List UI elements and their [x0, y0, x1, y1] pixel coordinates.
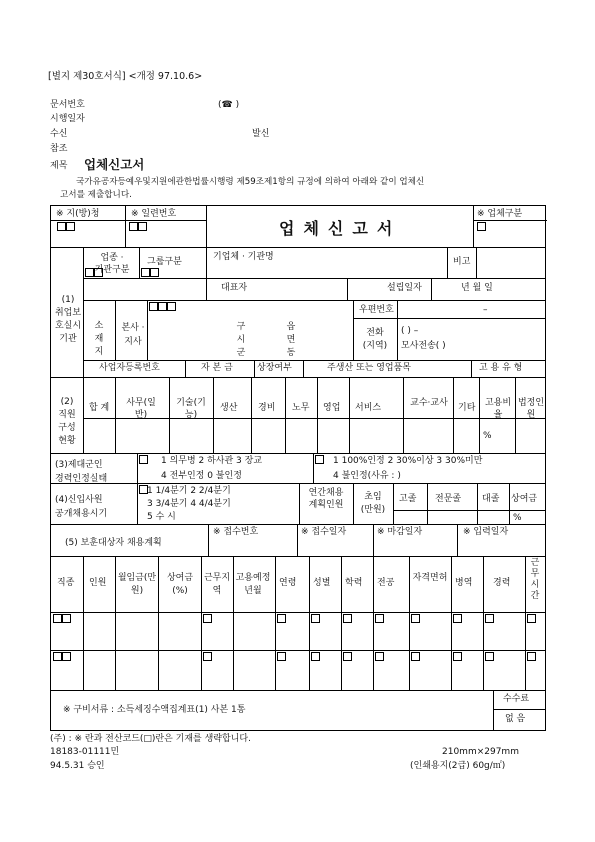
code-box[interactable] [277, 652, 286, 661]
code-box[interactable] [203, 652, 212, 661]
employment-type-label: 고 용 유 형 [479, 363, 523, 373]
recipient-label: 수신 [50, 129, 68, 139]
code-box[interactable] [485, 614, 494, 623]
col-license: 자격면허 [412, 573, 448, 583]
code-box[interactable] [149, 302, 158, 311]
rank-options-2: 4 전부인정 0 불인정 [161, 471, 242, 481]
company-type-label: ※ 업체구분 [477, 209, 523, 219]
form-code: 18183-01111민 [50, 747, 120, 757]
code-box[interactable] [485, 652, 494, 661]
bonus-rate-label: 상여금 [511, 494, 538, 504]
code-box[interactable] [343, 614, 352, 623]
code-box[interactable] [94, 268, 103, 277]
code-box[interactable] [141, 268, 150, 277]
branch-label: 본사 · 지사 [121, 323, 145, 347]
code-box[interactable] [411, 614, 420, 623]
col-count: 인원 [89, 578, 107, 588]
code-box[interactable] [150, 268, 159, 277]
recognition-options-2: 4 불인정(사유 : ) [333, 471, 401, 481]
col-security: 경비 [258, 403, 276, 413]
code-box[interactable] [375, 652, 384, 661]
code-box[interactable] [453, 614, 462, 623]
col-major: 전공 [377, 578, 395, 588]
quarter-options-1: 1 1/4분기 2 2/4분기 [147, 486, 231, 496]
col-sales: 영업 [323, 403, 341, 413]
col-education: 학력 [345, 578, 363, 588]
established-date: 년 월 일 [461, 283, 493, 293]
doc-number-label: 문서번호 [50, 100, 85, 110]
note-label: 비고 [453, 257, 471, 267]
section1-label: (1) 취업보 호실시 기관 [54, 295, 82, 344]
phone-label: (☎ ) [218, 100, 240, 110]
quarter-options-2: 3 3/4분기 4 4/4분기 [147, 499, 231, 509]
representative-label: 대표자 [221, 283, 248, 293]
rank-options: 1 의무병 2 하사관 3 장교 [161, 456, 263, 466]
ref-label: 참조 [50, 144, 68, 154]
industry-label: 업종 · 기관구분 [94, 253, 130, 275]
col-teacher: 교수·교사 [410, 398, 448, 408]
code-box[interactable] [311, 614, 320, 623]
region-label: ※ 지(방)청 [56, 209, 100, 219]
section5-label: (5) 보훈대상자 채용계획 [65, 538, 162, 548]
sender-label: 발신 [252, 129, 270, 139]
report-form [50, 205, 546, 731]
code-box[interactable] [53, 652, 62, 661]
form-title: 업체신고서 [279, 219, 402, 238]
subject-value: 업체신고서 [84, 157, 145, 172]
rate-percent: % [483, 431, 492, 441]
paper-size: 210mm×297mm [442, 747, 519, 757]
col-job: 직종 [57, 578, 75, 588]
deadline-label: ※ 마감일자 [377, 527, 423, 537]
company-name-label: 기업체 · 기관명 [213, 252, 274, 262]
input-date-label: ※ 입력일자 [463, 527, 509, 537]
code-box[interactable] [311, 652, 320, 661]
fee-label: 수수료 [503, 694, 530, 704]
code-box[interactable] [139, 455, 148, 464]
location-label: 소 재 지 [94, 321, 104, 357]
code-box[interactable] [343, 652, 352, 661]
products-label: 주생산 또는 영업품목 [327, 363, 411, 373]
col-service: 서비스 [355, 403, 382, 413]
postal-dash: – [483, 305, 488, 315]
fee-value: 없 음 [505, 714, 526, 724]
code-box[interactable] [453, 652, 462, 661]
high-school-label: 고졸 [399, 494, 417, 504]
col-gender: 성별 [313, 578, 331, 588]
code-box[interactable] [53, 614, 62, 623]
col-employment-rate: 고용비율 [484, 398, 512, 420]
receipt-no-label: ※ 접수번호 [213, 527, 259, 537]
col-hire-month: 고용예정년월 [235, 573, 271, 596]
code-box[interactable] [62, 652, 71, 661]
col-career: 경력 [493, 578, 511, 588]
code-box[interactable] [62, 614, 71, 623]
quarter-options-3: 5 수 시 [147, 512, 176, 522]
code-box[interactable] [66, 222, 75, 231]
code-box[interactable] [527, 614, 536, 623]
code-box[interactable] [477, 222, 486, 231]
approval-date: 94.5.31 승인 [50, 761, 105, 771]
recognition-options: 1 100%인정 2 30%이상 3 30%미만 [333, 456, 483, 466]
col-tech: 기술(기능) [176, 398, 206, 420]
col-labor: 노무 [292, 403, 310, 413]
code-box[interactable] [527, 652, 536, 661]
subject-label: 제목 [50, 161, 68, 171]
town-label: 읍 면 동 [286, 322, 296, 358]
section3-label: (3)제대군인 경력인정실태 [55, 460, 108, 484]
col-wage: 월임금(만원) [117, 573, 157, 596]
university-label: 대졸 [482, 494, 500, 504]
annual-hiring-label: 연간채용 계획인원 [308, 488, 344, 510]
col-age: 연령 [279, 578, 297, 588]
starting-salary-label: 초임 (만원) [360, 492, 386, 515]
col-work-region: 근무지역 [203, 573, 231, 596]
col-office: 사무(일반) [126, 398, 156, 420]
postal-label: 우편번호 [359, 305, 394, 315]
bottom-note: (주) : ※ 란과 전산코드(□)란은 기재를 생략합니다. [50, 734, 251, 744]
date-label: 시행일자 [50, 114, 85, 124]
code-box[interactable] [411, 652, 420, 661]
paper-spec: (인쇄용지(2급) 60g/㎡) [410, 761, 506, 771]
fax-label: 모사전송( ) [401, 341, 446, 351]
code-box[interactable] [57, 222, 66, 231]
code-box[interactable] [315, 455, 324, 464]
code-box[interactable] [85, 268, 94, 277]
code-box[interactable] [129, 222, 138, 231]
code-box[interactable] [167, 302, 176, 311]
phone-value: ( ) – [401, 326, 419, 336]
form-number: [별지 제30호서식] <개정 97.10.6> [48, 71, 203, 82]
receipt-date-label: ※ 접수일자 [301, 527, 347, 537]
col-military: 병역 [455, 578, 473, 588]
code-box[interactable] [375, 614, 384, 623]
code-box[interactable] [158, 302, 167, 311]
code-box[interactable] [277, 614, 286, 623]
group-label: 그룹구분 [147, 257, 182, 267]
serial-label: ※ 일련번호 [131, 209, 177, 219]
capital-label: 자 본 금 [201, 363, 233, 373]
section4-label: (4)신입사원 공개채용시기 [55, 495, 108, 519]
col-production: 생산 [220, 403, 238, 413]
col-total: 합 계 [89, 403, 110, 413]
section2-label: (2) 직원 구성 현황 [58, 397, 76, 446]
reg-no-label: 사업자등록번호 [99, 363, 160, 373]
college-label: 전문졸 [435, 494, 462, 504]
attachment-note: ※ 구비서류 : 소득세징수액집계표(1) 사본 1통 [63, 705, 246, 715]
body-line-1: 국가유공자등예우및지원에관한법률시행령 제59조제1항의 규정에 의하여 아래와 같이 업체신 [76, 177, 425, 187]
col-work-hours: 근무시간 [530, 558, 540, 601]
established-label: 설립일자 [387, 283, 422, 293]
district-label: 구 시 군 [236, 322, 246, 358]
code-box[interactable] [203, 614, 212, 623]
bonus-percent: % [513, 513, 522, 523]
col-bonus: 상여금(%) [166, 573, 194, 596]
body-line-2: 고서를 제출합니다. [60, 190, 132, 200]
phone-area-label: 전화 (지역) [362, 328, 388, 351]
col-other: 기타 [458, 403, 476, 413]
listed-label: 상장여부 [257, 363, 292, 373]
code-box[interactable] [138, 222, 147, 231]
col-legal-count: 법정인원 [517, 398, 545, 420]
